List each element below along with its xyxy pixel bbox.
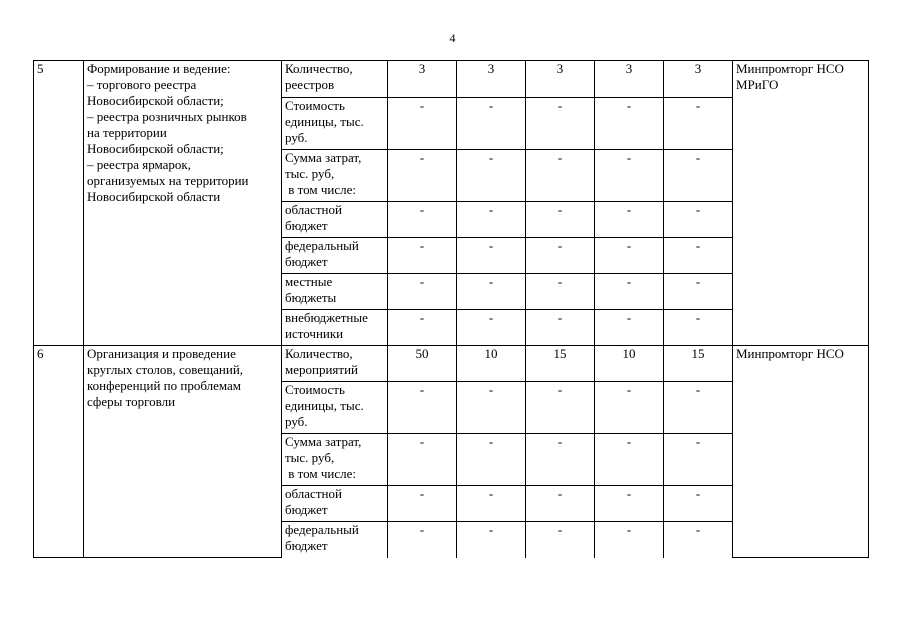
indicator-label <box>282 310 388 346</box>
indicator-label-line: тыс. руб, <box>285 166 335 181</box>
indicator-label-line: мероприятий <box>285 362 358 377</box>
year-value: - <box>664 238 733 274</box>
year-value: - <box>664 98 733 150</box>
responsible-line: Минпромторг НСО <box>736 61 844 76</box>
year-value: 10 <box>595 346 664 382</box>
indicator-label-line: Количество, <box>285 346 353 361</box>
year-value: - <box>388 150 457 202</box>
indicator-label-line: федеральный <box>285 522 359 537</box>
year-value: - <box>388 202 457 238</box>
description-line: Новосибирской области; <box>87 93 224 108</box>
responsible-line: МРиГО <box>736 77 779 92</box>
indicator-label-line: Сумма затрат, <box>285 434 362 449</box>
description-line: Новосибирской области; <box>87 141 224 156</box>
indicator-label-line: Стоимость <box>285 382 345 397</box>
indicator-label-line: руб. <box>285 414 308 429</box>
description-line: Формирование и ведение: <box>87 61 231 76</box>
year-value: - <box>595 434 664 486</box>
year-value: - <box>664 150 733 202</box>
indicator-label-line: бюджет <box>285 538 328 553</box>
year-value: 15 <box>664 346 733 382</box>
year-value: 10 <box>457 346 526 382</box>
indicator-label-line: источники <box>285 326 344 341</box>
year-value: - <box>457 310 526 346</box>
year-value: - <box>526 202 595 238</box>
year-value: - <box>664 274 733 310</box>
description-line: сферы торговли <box>87 394 176 409</box>
year-value: - <box>388 274 457 310</box>
year-value: - <box>388 98 457 150</box>
indicator-label-line: областной <box>285 202 342 217</box>
year-value: - <box>664 382 733 434</box>
year-value: - <box>595 486 664 522</box>
indicator-label-line: бюджет <box>285 254 328 269</box>
year-value: - <box>595 98 664 150</box>
responsible-executor <box>733 61 869 346</box>
indicator-label-line: единицы, тыс. <box>285 398 364 413</box>
year-value: - <box>664 522 733 558</box>
year-value: - <box>388 522 457 558</box>
item-description <box>84 61 282 346</box>
item-description <box>84 346 282 558</box>
year-value: - <box>457 274 526 310</box>
indicator-label-line: бюджеты <box>285 290 337 305</box>
year-value: - <box>526 522 595 558</box>
indicator-label <box>282 382 388 434</box>
year-value: - <box>526 274 595 310</box>
year-value: 50 <box>388 346 457 382</box>
year-value: - <box>664 434 733 486</box>
description-line: конференций по проблемам <box>87 378 242 393</box>
year-value: - <box>457 522 526 558</box>
indicator-label <box>282 274 388 310</box>
year-value: - <box>457 98 526 150</box>
year-value: - <box>457 238 526 274</box>
indicator-label-line: единицы, тыс. <box>285 114 364 129</box>
description-line: – торгового реестра <box>87 77 197 92</box>
year-value: - <box>388 238 457 274</box>
table-row <box>34 346 869 382</box>
year-value: - <box>388 486 457 522</box>
description-line: организуемых на территории <box>87 173 249 188</box>
description-line: – реестра розничных рынков <box>87 109 247 124</box>
indicator-label-line: реестров <box>285 77 335 92</box>
year-value: 3 <box>526 61 595 98</box>
year-value: - <box>526 486 595 522</box>
year-value: - <box>457 382 526 434</box>
year-value: - <box>595 150 664 202</box>
year-value: - <box>595 202 664 238</box>
indicator-label <box>282 434 388 486</box>
indicator-label-line: бюджет <box>285 218 328 233</box>
indicator-label-line: Количество, <box>285 61 353 76</box>
year-value: - <box>526 98 595 150</box>
page-number: 4 <box>449 31 456 45</box>
indicator-label-line: в том числе: <box>285 182 357 197</box>
indicator-label-line: местные <box>285 274 333 289</box>
year-value: - <box>664 202 733 238</box>
year-value: - <box>595 274 664 310</box>
indicator-label-line: в том числе: <box>285 466 357 481</box>
indicator-label-line: Сумма затрат, <box>285 150 362 165</box>
description-line: Организация и проведение <box>87 346 236 361</box>
year-value: - <box>457 150 526 202</box>
table-row <box>34 61 869 98</box>
indicator-label <box>282 98 388 150</box>
year-value: 3 <box>595 61 664 98</box>
indicator-label <box>282 150 388 202</box>
year-value: - <box>388 382 457 434</box>
indicator-label <box>282 238 388 274</box>
indicator-label-line: федеральный <box>285 238 359 253</box>
year-value: 3 <box>457 61 526 98</box>
year-value: - <box>457 434 526 486</box>
year-value: - <box>595 238 664 274</box>
year-value: - <box>526 434 595 486</box>
year-value: - <box>526 238 595 274</box>
year-value: - <box>526 382 595 434</box>
year-value: - <box>457 202 526 238</box>
year-value: - <box>595 382 664 434</box>
year-value: 15 <box>526 346 595 382</box>
table-body <box>34 61 869 558</box>
indicator-label <box>282 202 388 238</box>
year-value: - <box>664 486 733 522</box>
description-line: круглых столов, совещаний, <box>87 362 244 377</box>
description-line: на территории <box>87 125 167 140</box>
description-line: Новосибирской области <box>87 189 221 204</box>
indicator-label <box>282 486 388 522</box>
year-value: - <box>595 310 664 346</box>
indicator-label-line: внебюджетные <box>285 310 368 325</box>
year-value: - <box>664 310 733 346</box>
item-number: 5 <box>34 61 84 346</box>
year-value: 3 <box>664 61 733 98</box>
year-value: - <box>526 150 595 202</box>
year-value: - <box>457 486 526 522</box>
program-activities-table <box>33 60 869 558</box>
year-value: - <box>595 522 664 558</box>
year-value: - <box>388 310 457 346</box>
indicator-label-line: областной <box>285 486 342 501</box>
item-number: 6 <box>34 346 84 558</box>
indicator-label-line: Стоимость <box>285 98 345 113</box>
responsible-line: Минпромторг НСО <box>736 346 844 361</box>
indicator-label-line: руб. <box>285 130 308 145</box>
year-value: - <box>526 310 595 346</box>
year-value: 3 <box>388 61 457 98</box>
description-line: – реестра ярмарок, <box>87 157 191 172</box>
indicator-label <box>282 61 388 98</box>
year-value: - <box>388 434 457 486</box>
indicator-label-line: тыс. руб, <box>285 450 335 465</box>
indicator-label-line: бюджет <box>285 502 328 517</box>
indicator-label <box>282 346 388 382</box>
responsible-executor <box>733 346 869 558</box>
indicator-label <box>282 522 388 558</box>
